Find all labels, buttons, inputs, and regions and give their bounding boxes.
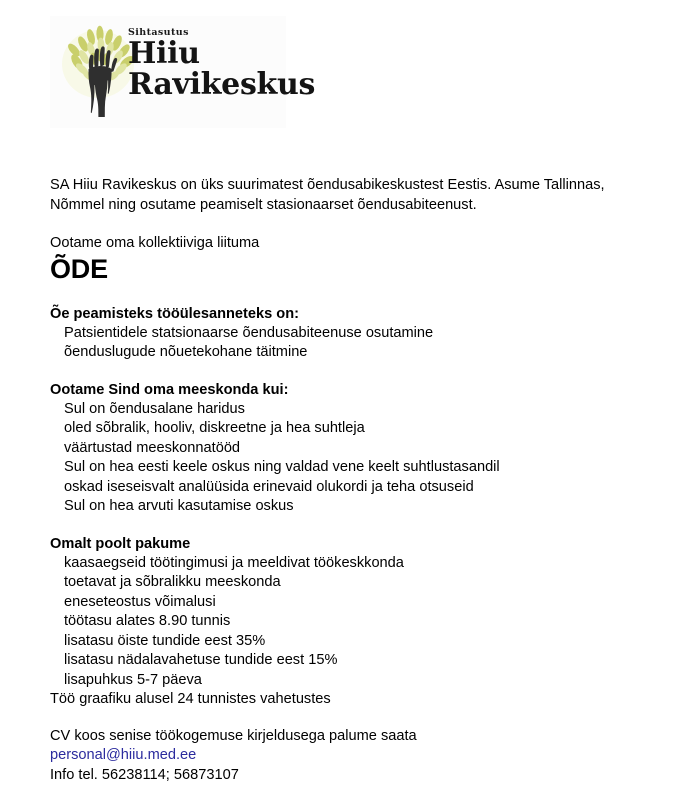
list-item: oskad iseseisvalt analüüsida erinevaid olukordi ja teha otsuseid [64, 478, 474, 495]
list-item: Patsientidele statsionaarse õendusabiteenuse osutamine [64, 324, 434, 341]
logo-prefix: Sihtasutus [128, 27, 189, 38]
offer-heading: Omalt poolt pakume [50, 535, 191, 552]
logo-wordmark [128, 28, 315, 101]
advertisement-body [50, 176, 670, 785]
list-item: töötasu alates 8.90 tunnis [64, 613, 231, 629]
requirements-heading: Ootame Sind oma meeskonda kui: [50, 381, 289, 398]
logo-name-line1: Hiiu [128, 35, 200, 71]
list-item: lisatasu öiste tundide eest 35% [64, 632, 266, 649]
work-schedule-note: Töö graafiku alusel 24 tunnistes vahetustes [50, 691, 331, 707]
list-item: kaasaegseid töötingimusi ja meeldivat töökeskkonda [64, 554, 404, 571]
intro-paragraph: SA Hiiu Ravikeskus on üks suurimatest õendusabikeskustest Eestis. Asume Tallinnas, Nõmmel ning osutame peamiselt stasionaarset õendusabiteenust. [50, 177, 605, 213]
list-item: lisapuhkus 5-7 päeva [64, 671, 202, 688]
list-item: oled sõbralik, hooliv, diskreetne ja hea suhtleja [64, 420, 365, 436]
list-item: eneseteostus võimalusi [64, 593, 216, 610]
logo-name-line2: Ravikeskus [128, 66, 316, 102]
contact-email-link[interactable]: personal@hiiu.med.ee [50, 747, 197, 763]
contact-phone-line: Info tel. 56238114; 56873107 [50, 766, 239, 783]
list-item: Sul on hea eesti keele oskus ning valdad vene keelt suhtlustasandil [64, 459, 500, 475]
list-item: õenduslugude nõuetekohane täitmine [64, 344, 308, 360]
list-item: lisatasu nädalavahetuse tundide eest 15% [64, 652, 338, 668]
list-item: Sul on hea arvuti kasutamise oskus [64, 498, 294, 514]
company-logo [50, 16, 316, 128]
join-lead-line: Ootame oma kollektiiviga liituma [50, 235, 260, 251]
job-role-title: ÕDE [50, 253, 108, 284]
application-instruction: CV koos senise töökogemuse kirjeldusega palume saata [50, 727, 417, 744]
list-item: Sul on õendusalane haridus [64, 400, 245, 417]
list-item: toetavat ja sõbralikku meeskonda [64, 574, 281, 590]
duties-heading: Õe peamisteks tööülesanneteks on: [50, 305, 299, 322]
list-item: väärtustad meeskonnatööd [64, 439, 241, 456]
